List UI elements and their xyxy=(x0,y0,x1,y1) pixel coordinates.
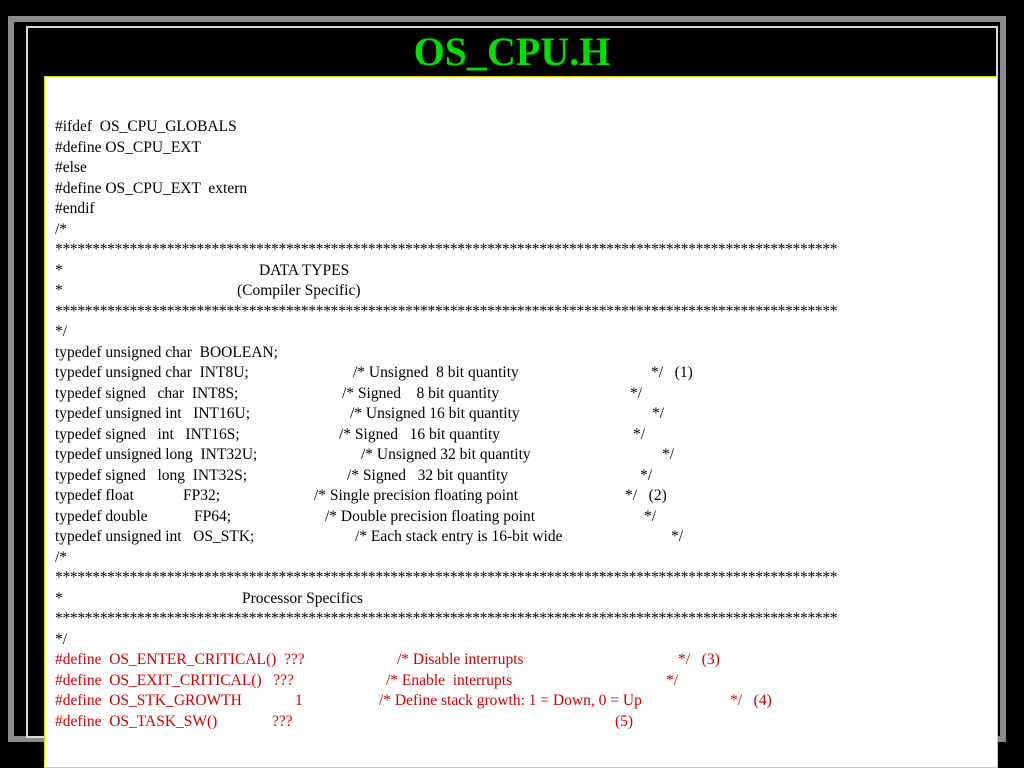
typedef-declaration: typedef unsigned char BOOLEAN; xyxy=(55,343,278,361)
code-line xyxy=(55,568,995,589)
separator-stars: ********************************************************************************************************* xyxy=(55,610,838,627)
comment-end-marker: */ (2) xyxy=(625,487,667,504)
define-value: ??? xyxy=(272,712,293,730)
define-macro: #define OS_ENTER_CRITICAL() ??? xyxy=(55,651,305,668)
code-line xyxy=(55,220,995,241)
code-line-highlighted xyxy=(55,712,995,733)
typedef-name: FP32; xyxy=(183,487,221,504)
typedef-declaration: typedef signed char INT8S; xyxy=(55,384,239,402)
code-text: #define OS_CPU_EXT extern xyxy=(55,179,248,197)
code-comment: /* Define stack growth: 1 = Down, 0 = Up xyxy=(379,692,642,709)
code-line xyxy=(55,466,995,487)
separator-stars: ********************************************************************************************************* xyxy=(55,302,838,320)
annotation-number: (5) xyxy=(615,712,634,730)
code-line xyxy=(55,179,995,200)
code-line xyxy=(55,322,995,343)
typedef-declaration: typedef signed int INT16S; xyxy=(55,425,240,443)
comment-end-marker: */ xyxy=(640,466,653,484)
code-line xyxy=(55,404,995,425)
typedef-declaration: typedef unsigned long INT32U; xyxy=(55,446,258,463)
comment-star: * xyxy=(55,261,63,279)
comment-end-marker: */ xyxy=(633,425,646,443)
typedef-declaration: typedef unsigned char INT8U; xyxy=(55,364,249,381)
typedef-keyword: typedef double xyxy=(55,507,148,525)
comment-star: * xyxy=(55,589,63,607)
code-line xyxy=(55,609,995,630)
code-line xyxy=(55,199,995,220)
code-comment: /* Unsigned 32 bit quantity xyxy=(361,446,531,463)
separator-stars: ********************************************************************************************************* xyxy=(55,241,838,258)
separator-stars: ********************************************************************************************************* xyxy=(55,569,838,586)
comment-open: /* xyxy=(55,220,68,238)
code-line-highlighted xyxy=(55,650,995,671)
code-line xyxy=(55,240,995,261)
code-comment: /* Single precision floating point xyxy=(314,487,519,504)
typedef-declaration: typedef unsigned int OS_STK; xyxy=(55,528,255,545)
define-macro: #define OS_TASK_SW() xyxy=(55,712,218,730)
comment-end-marker: */ xyxy=(662,446,675,463)
comment-end-marker: */ (3) xyxy=(678,651,720,668)
code-text: #define OS_CPU_EXT xyxy=(55,138,201,156)
typedef-declaration: typedef unsigned int INT16U; xyxy=(55,405,251,422)
comment-open: /* xyxy=(55,548,68,566)
code-text: #endif xyxy=(55,200,95,217)
section-heading-processor-specifics: Processor Specifics xyxy=(242,589,363,607)
comment-end-marker: */ xyxy=(644,507,657,525)
code-line xyxy=(55,117,995,138)
code-comment: /* Double precision floating point xyxy=(325,507,536,525)
section-subheading: (Compiler Specific) xyxy=(237,282,361,299)
code-line-highlighted xyxy=(55,691,995,712)
section-heading-data-types: DATA TYPES xyxy=(259,261,350,279)
code-line xyxy=(55,589,995,610)
code-text: #else xyxy=(55,159,87,176)
code-comment: /* Signed 8 bit quantity xyxy=(342,384,500,402)
typedef-declaration: typedef signed long INT32S; xyxy=(55,466,248,484)
code-line xyxy=(55,384,995,405)
typedef-keyword: typedef float xyxy=(55,487,134,504)
code-line xyxy=(55,158,995,179)
define-macro: #define OS_STK_GROWTH xyxy=(55,692,242,709)
comment-end-marker: */ (4) xyxy=(730,692,772,709)
code-line xyxy=(55,281,995,302)
code-line xyxy=(55,425,995,446)
code-comment: /* Enable interrupts xyxy=(386,671,513,689)
code-line xyxy=(55,302,995,323)
comment-end-marker: */ xyxy=(666,671,679,689)
code-line-highlighted xyxy=(55,671,995,692)
code-line xyxy=(55,343,995,364)
code-text: #ifdef OS_CPU_GLOBALS xyxy=(55,118,237,135)
comment-end-marker: */ xyxy=(652,405,665,422)
code-line xyxy=(55,527,995,548)
code-line xyxy=(55,630,995,651)
code-comment: /* Disable interrupts xyxy=(397,651,524,668)
define-value: 1 xyxy=(295,692,303,709)
code-line xyxy=(55,261,995,282)
code-line xyxy=(55,507,995,528)
code-listing-box xyxy=(44,76,998,768)
define-macro: #define OS_EXIT_CRITICAL() ??? xyxy=(55,671,294,689)
code-line xyxy=(55,548,995,569)
code-comment: /* Unsigned 16 bit quantity xyxy=(350,405,520,422)
comment-end-marker: */ xyxy=(671,528,684,545)
code-line xyxy=(55,486,995,507)
code-comment: /* Signed 32 bit quantity xyxy=(347,466,509,484)
code-line xyxy=(55,445,995,466)
comment-star: * xyxy=(55,282,63,299)
code-comment: /* Unsigned 8 bit quantity xyxy=(353,364,519,381)
comment-close: */ xyxy=(55,630,68,648)
typedef-name: FP64; xyxy=(194,507,232,525)
code-comment: /* Signed 16 bit quantity xyxy=(339,425,501,443)
code-listing xyxy=(55,117,995,732)
code-line xyxy=(55,363,995,384)
code-comment: /* Each stack entry is 16-bit wide xyxy=(355,528,563,545)
slide-title: OS_CPU.H xyxy=(413,29,611,74)
comment-end-marker: */ (1) xyxy=(651,364,693,381)
comment-close: */ xyxy=(55,323,68,340)
comment-end-marker: */ xyxy=(630,384,643,402)
code-line xyxy=(55,138,995,159)
